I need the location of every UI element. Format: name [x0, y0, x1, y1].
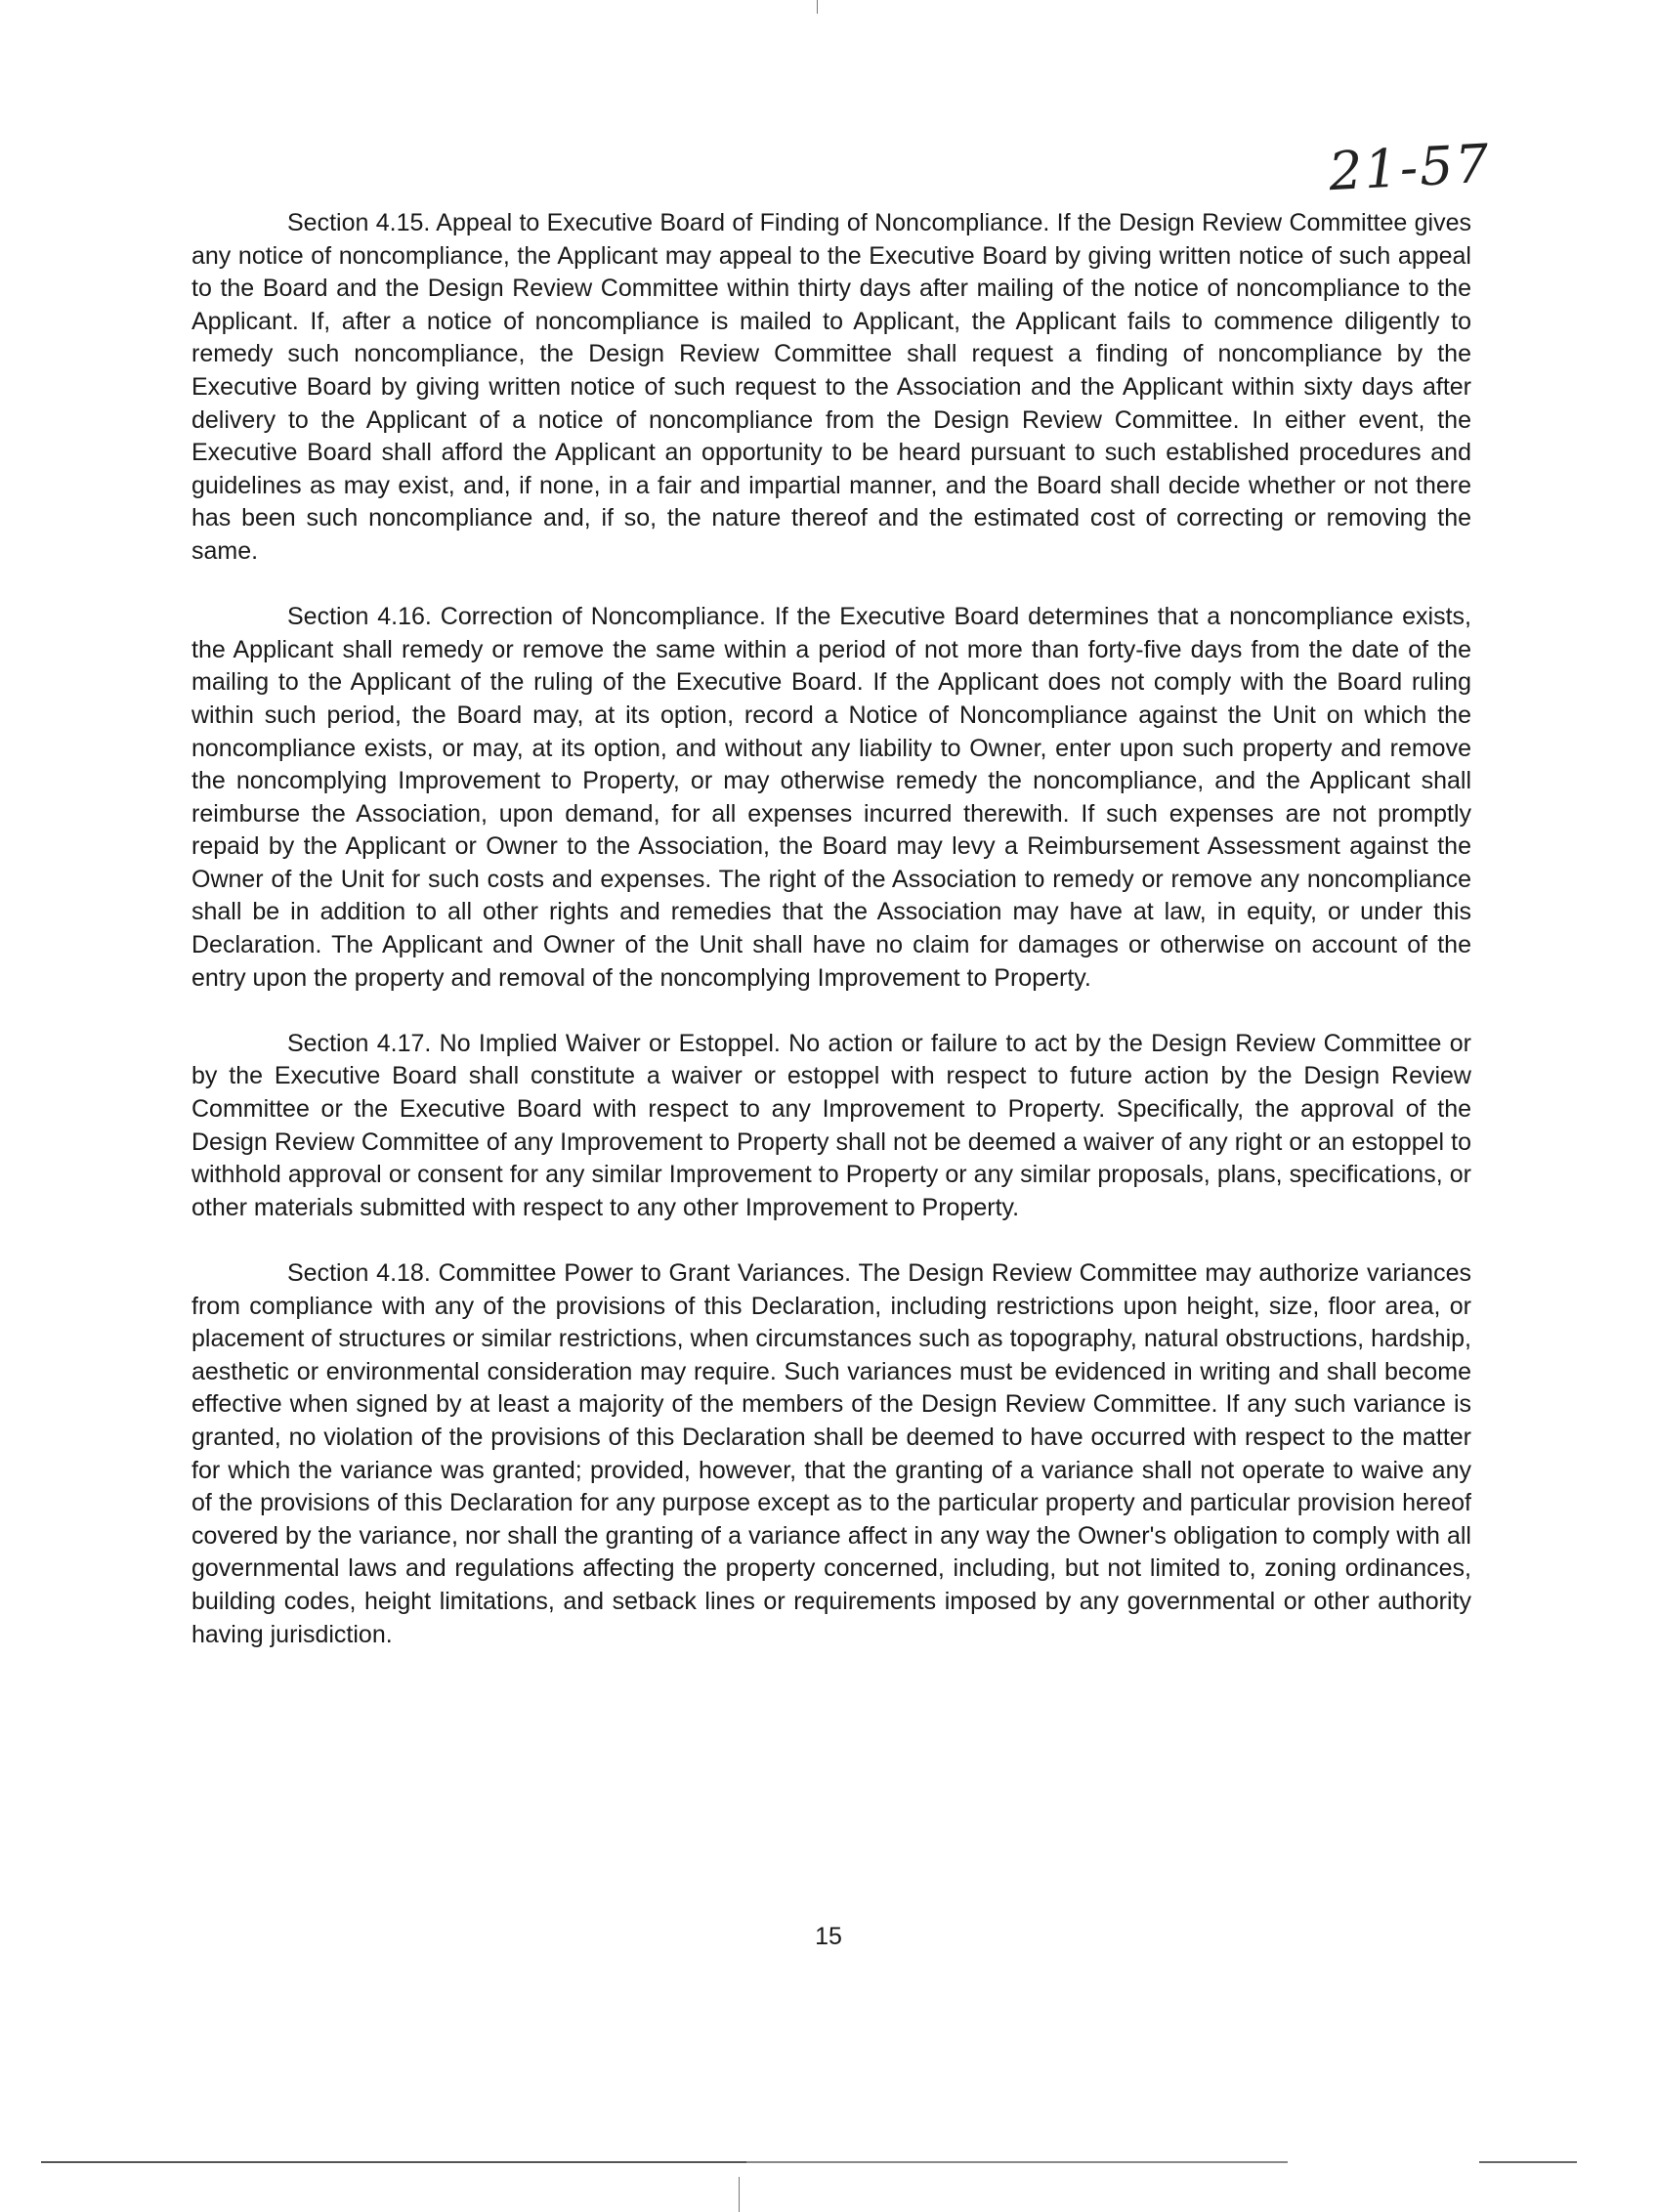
section-4-17: Section 4.17. No Implied Waiver or Estoppel. No action or failure to act by the Design Review Committee or by the Executive Board shall constitute a waiver or estoppel with respect to future action by the Design Review Committee or the Executive Board with respect to any Improvement to Property. Specifically, the approval of the Design Review Committee of any Improvement to Property shall not be deemed a waiver of any right or an estoppel to withhold approval or consent for any similar Improvement to Property or any similar proposals, plans, specifications, or other materials submitted with respect to any other Improvement to Property. [191, 1029, 1471, 1221]
scan-mark-top [817, 0, 818, 14]
scan-line-center [746, 2161, 1288, 2163]
page-number: 15 [815, 1923, 842, 1950]
handwritten-annotation: 21-57 [1327, 132, 1493, 203]
scan-line-left [41, 2161, 746, 2163]
section-4-18: Section 4.18. Committee Power to Grant Variances. The Design Review Committee may authorize variances from compliance with any of the provisions of this Declaration, including restrictions upon height, size, floor area, or placement of structures or similar restrictions, when circumstances such as topography, natural obstructions, hardship, aesthetic or environmental consideration may require. Such variances must be evidenced in writing and shall become effective when signed by at least a majority of the members of the Design Review Committee. If any such variance is granted, no violation of the provisions of this Declaration shall be deemed to have occurred with respect to the matter for which the variance was granted; provided, however, that the granting of a variance shall not operate to waive any of the provisions of this Declaration for any purpose except as to the particular property and particular provision hereof covered by the variance, nor shall the granting of a variance affect in any way the Owner's obligation to comply with all governmental laws and regulations affecting the property concerned, including, but not limited to, zoning ordinances, building codes, height limitations, and setback lines or requirements imposed by any governmental or other authority having jurisdiction. [191, 1259, 1471, 1648]
scan-line-right [1479, 2161, 1577, 2163]
scan-mark-bottom [739, 2177, 740, 2212]
document-body [191, 207, 1471, 1684]
section-4-16: Section 4.16. Correction of Noncompliance. If the Executive Board determines that a noncompliance exists, the Applicant shall remedy or remove the same within a period of not more than forty-five days from the date of the mailing to the Applicant of the ruling of the Executive Board. If the Applicant does not comply with the Board ruling within such period, the Board may, at its option, record a Notice of Noncompliance against the Unit on which the noncompliance exists, or may, at its option, and without any liability to Owner, enter upon such property and remove the noncomplying Improvement to Property, or may otherwise remedy the noncompliance, and the Applicant shall reimburse the Association, upon demand, for all expenses incurred therewith. If such expenses are not promptly repaid by the Applicant or Owner to the Association, the Board may levy a Reimbursement Assessment against the Owner of the Unit for such costs and expenses. The right of the Association to remedy or remove any noncompliance shall be in addition to all other rights and remedies that the Association may have at law, in equity, or under this Declaration. The Applicant and Owner of the Unit shall have no claim for damages or otherwise on account of the entry upon the property and removal of the noncomplying Improvement to Property. [191, 603, 1471, 992]
section-4-15: Section 4.15. Appeal to Executive Board of Finding of Noncompliance. If the Design Review Committee gives any notice of noncompliance, the Applicant may appeal to the Executive Board by giving written notice of such appeal to the Board and the Design Review Committee within thirty days after mailing of the notice of noncompliance to the Applicant. If, after a notice of noncompliance is mailed to Applicant, the Applicant fails to commence diligently to remedy such noncompliance, the Design Review Committee shall request a finding of noncompliance by the Executive Board by giving written notice of such request to the Association and the Applicant within sixty days after delivery to the Applicant of a notice of noncompliance from the Design Review Committee. In either event, the Executive Board shall afford the Applicant an opportunity to be heard pursuant to such established procedures and guidelines as may exist, and, if none, in a fair and impartial manner, and the Board shall decide whether or not there has been such noncompliance and, if so, the nature thereof and the estimated cost of correcting or removing the same. [191, 209, 1471, 565]
